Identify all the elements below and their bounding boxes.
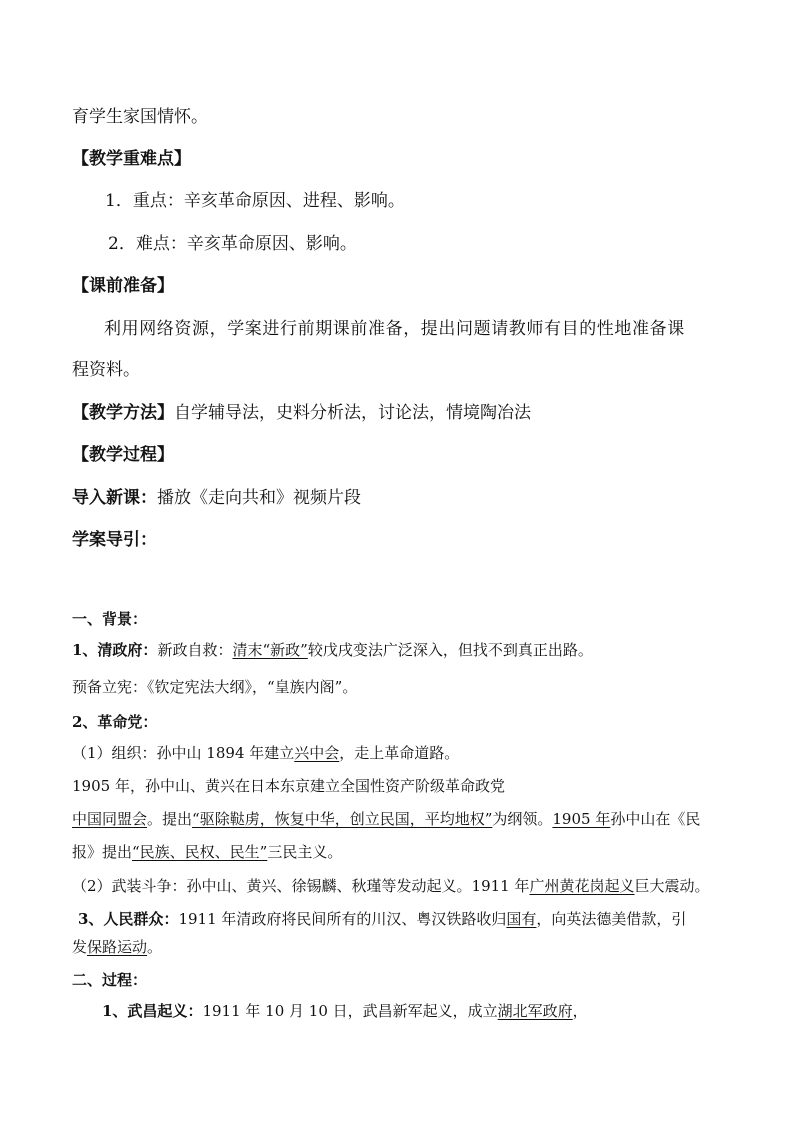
constitution-line: 预备立宪：《钦定宪法大纲》，“皇族内阁”。 — [72, 678, 358, 696]
people-pre: 1911 年清政府将民间所有的川汉、粤汉铁路收归 — [178, 910, 507, 928]
tmh-underlined-1: 中国同盟会 — [72, 810, 148, 828]
lead-in-label: 导入新课： — [72, 488, 157, 508]
qing-pre: 新政自救： — [157, 641, 233, 659]
tmh-text-3: 孙中山在《民 — [610, 810, 701, 828]
people-post: ，向英法德美借款，引 — [536, 910, 687, 928]
armed-line — [72, 876, 710, 896]
process-heading: 【教学过程】 — [72, 445, 174, 465]
tmh-text-2: 为纲领。 — [492, 810, 553, 828]
tmh-underlined-2: “驱除鞑虏，恢复中华，创立民国，平均地权” — [192, 810, 493, 828]
people-underlined: 国有 — [506, 910, 537, 928]
guide-heading: 学案导引： — [72, 530, 157, 550]
prep-heading: 【课前准备】 — [72, 276, 174, 296]
org-post: ，走上革命道路。 — [339, 744, 460, 762]
people2-pre: 发 — [72, 938, 88, 956]
tmh-intro-line: 1905 年，孙中山、黄兴在日本东京建立全国性资产阶级革命政党 — [72, 777, 505, 795]
key-point-item-2: 2．难点：辛亥革命原因、影响。 — [108, 234, 357, 254]
tmh-underlined-3: 1905 年 — [552, 810, 611, 828]
org-line — [72, 743, 459, 763]
armed-post: 巨大震动。 — [634, 877, 710, 895]
qing-post: 较戊戌变法广泛深入，但找不到真正出路。 — [307, 641, 593, 659]
party-label: 2、革命党： — [72, 713, 158, 731]
background-heading: 一、背景： — [72, 610, 148, 628]
wuchang-post: ， — [572, 1002, 588, 1020]
lead-in-line — [72, 487, 361, 509]
people2-post: 。 — [147, 938, 163, 956]
minbao-text-1: 报》提出 — [72, 843, 133, 861]
wuchang-pre: 1911 年 10 月 10 日，武昌新军起义，成立 — [202, 1002, 498, 1020]
wuchang-underlined: 湖北军政府 — [497, 1002, 573, 1020]
people-line-2 — [72, 937, 162, 957]
qing-line — [72, 640, 593, 660]
minbao-underlined: “民族、民权、民生” — [132, 843, 268, 861]
wuchang-line — [102, 1001, 588, 1021]
minbao-text-2: 三民主义。 — [267, 843, 343, 861]
tmh-line — [72, 809, 700, 829]
people-line — [78, 909, 686, 929]
org-underlined: 兴中会 — [294, 744, 340, 762]
org-pre: （1）组织：孙中山 1894 年建立 — [72, 744, 295, 762]
key-point-item-1: 1．重点：辛亥革命原因、进程、影响。 — [105, 191, 405, 211]
people-label: 3、人民群众： — [78, 910, 179, 928]
lead-in-text: 播放《走向共和》视频片段 — [157, 488, 361, 508]
armed-underlined: 广州黄花岗起义 — [529, 877, 635, 895]
qing-underlined: 清末“新政” — [232, 641, 308, 659]
tmh-text-1: 。提出 — [147, 810, 193, 828]
key-points-heading: 【教学重难点】 — [72, 149, 191, 169]
intro-text: 育学生家国情怀。 — [72, 107, 208, 127]
qing-label: 1、清政府： — [72, 641, 158, 659]
prep-text-line-1: 利用网络资源，学案进行前期课前准备，提出问题请教师有目的性地准备课 — [104, 319, 685, 339]
people2-underlined: 保路运动 — [87, 938, 148, 956]
methods-heading: 【教学方法】 — [72, 403, 174, 423]
minbao-line — [72, 842, 342, 862]
wuchang-label: 1、武昌起义： — [102, 1002, 203, 1020]
methods-line — [72, 402, 531, 424]
course-heading: 二、过程： — [72, 971, 148, 989]
methods-text: 自学辅导法，史料分析法，讨论法，情境陶冶法 — [174, 403, 531, 423]
armed-pre: （2）武装斗争：孙中山、黄兴、徐锡麟、秋瑾等发动起义。1911 年 — [72, 877, 530, 895]
prep-text-line-2: 程资料。 — [72, 360, 140, 380]
